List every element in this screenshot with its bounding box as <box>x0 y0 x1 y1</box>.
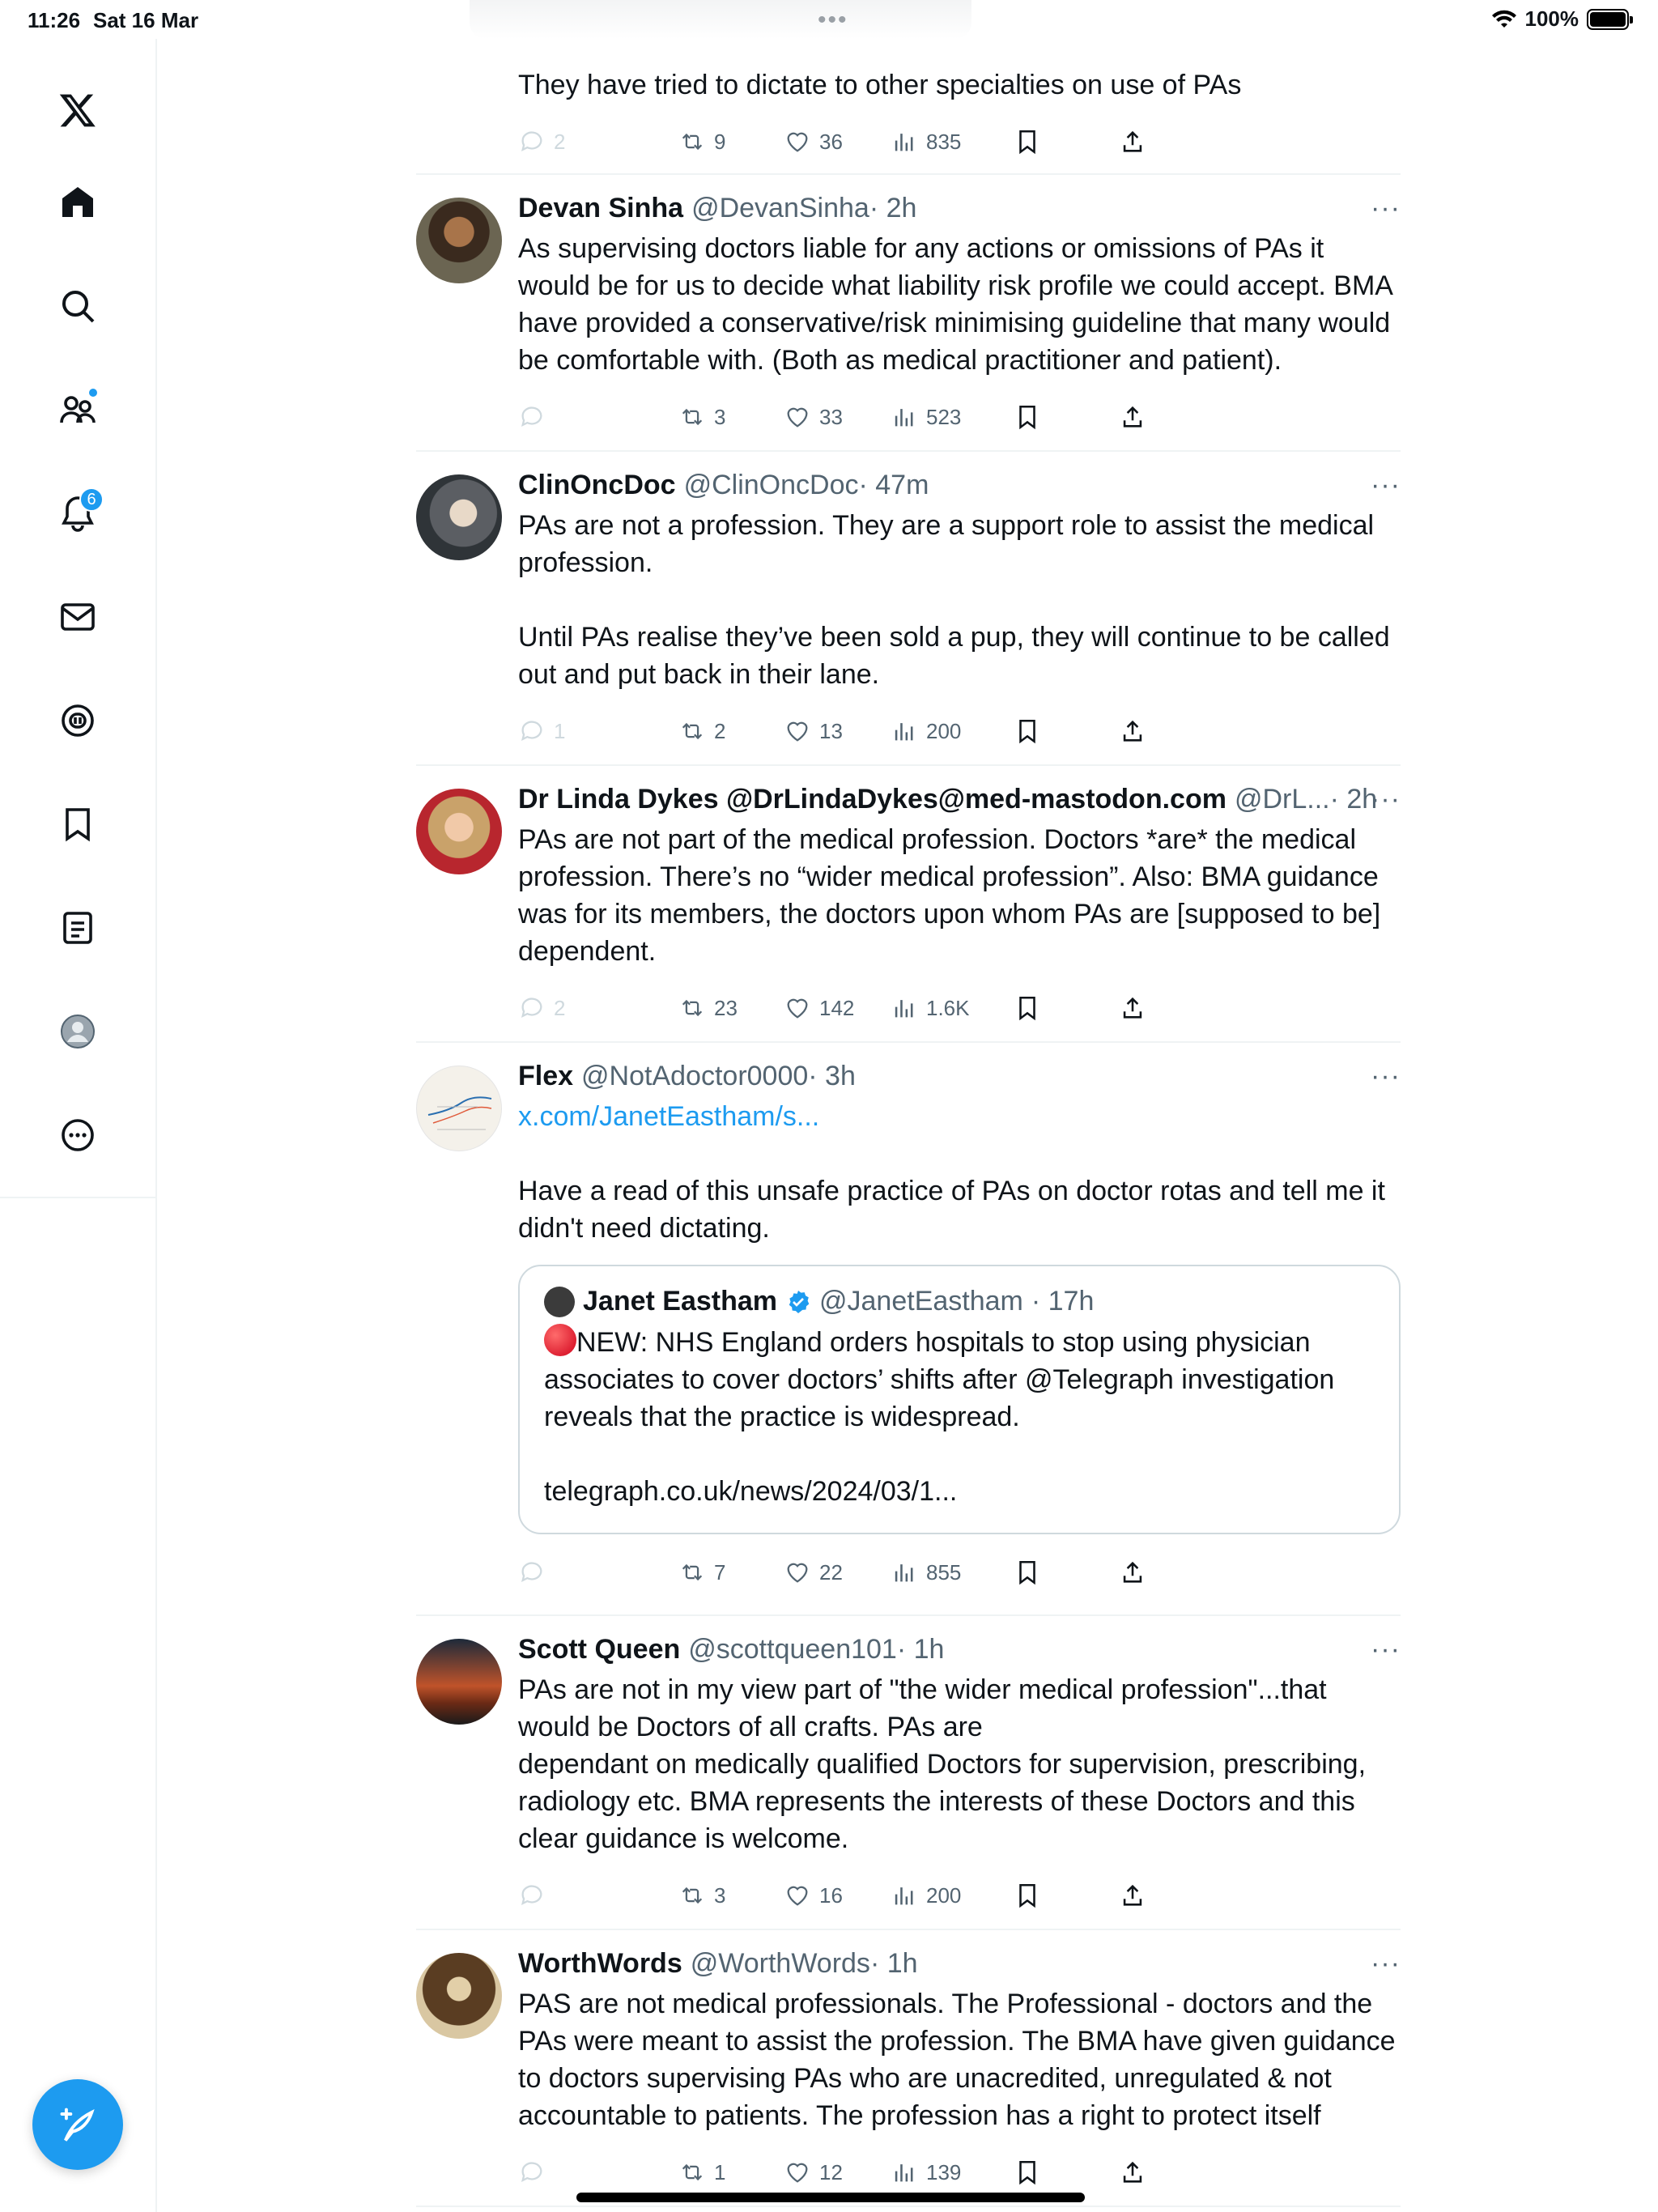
notifications-icon[interactable] <box>45 481 110 546</box>
tweet-actions <box>518 104 1401 185</box>
reply-icon <box>518 717 546 745</box>
messages-icon[interactable] <box>45 585 110 649</box>
bookmark-icon <box>1014 1559 1041 1586</box>
bookmark-button[interactable] <box>1014 128 1041 155</box>
bookmark-icon <box>1014 403 1041 431</box>
repost-button[interactable] <box>678 1559 725 1586</box>
heart-icon <box>784 1882 811 1909</box>
repost-count: 23 <box>714 995 738 1020</box>
bookmark-button[interactable] <box>1014 2159 1041 2186</box>
views-count: 139 <box>926 2159 962 2184</box>
share-button[interactable] <box>1119 994 1146 1022</box>
wifi-icon <box>1491 10 1517 29</box>
tweet[interactable] <box>416 1616 1401 1930</box>
tweet-link[interactable]: x.com/JanetEastham/s... <box>518 1101 820 1132</box>
tweet-text: PAs are not in my view part of "the wider medical profession"...that would be Doctors of all crafts. PAs are dependant on medically qualified Doctors for supervision, prescribing, radiology etc. BMA represents the interests of these Doctors and this clear guidance is welcome. <box>518 1674 1367 1854</box>
repost-icon <box>678 2159 706 2186</box>
more-options-icon[interactable]: ··· <box>1371 784 1401 815</box>
reply-count: 2 <box>554 129 566 154</box>
timestamp: · 1h <box>896 1634 945 1665</box>
views-button[interactable] <box>891 2159 961 2186</box>
avatar[interactable] <box>416 198 502 283</box>
views-icon <box>891 1882 918 1909</box>
battery-icon <box>1587 9 1629 30</box>
share-button[interactable] <box>1119 1559 1146 1586</box>
bookmark-button[interactable] <box>1014 994 1041 1022</box>
like-count: 22 <box>819 1559 843 1585</box>
repost-button[interactable] <box>678 2159 725 2186</box>
views-button[interactable] <box>891 403 961 431</box>
chart-thumbnail-icon <box>417 1066 502 1151</box>
heart-icon <box>784 1559 811 1586</box>
views-count: 1.6K <box>926 995 970 1020</box>
bookmark-icon <box>1014 994 1041 1022</box>
share-button[interactable] <box>1119 1882 1146 1909</box>
quote-header <box>544 1286 1375 1317</box>
tweet-text: They have tried to dictate to other specialties on use of PAs <box>518 70 1242 100</box>
tweet-header <box>518 470 1401 507</box>
like-count: 16 <box>819 1882 843 1908</box>
repost-button[interactable] <box>678 1882 725 1909</box>
heart-icon <box>784 2159 811 2186</box>
search-icon[interactable] <box>45 274 110 338</box>
reply-icon <box>518 1559 546 1586</box>
bookmark-button[interactable] <box>1014 403 1041 431</box>
reply-button[interactable] <box>518 128 565 155</box>
repost-icon <box>678 717 706 745</box>
reply-icon <box>518 1882 546 1909</box>
avatar[interactable] <box>416 1953 502 2039</box>
bookmark-icon <box>1014 717 1041 745</box>
reply-count: 2 <box>554 995 566 1020</box>
repost-button[interactable] <box>678 717 725 745</box>
reply-button[interactable] <box>518 994 565 1022</box>
repost-count: 3 <box>714 404 726 429</box>
tweet[interactable] <box>416 1930 1404 2207</box>
status-date: Sat 16 Mar <box>93 8 199 32</box>
reply-icon <box>518 128 546 155</box>
reply-icon <box>518 2159 546 2186</box>
timestamp: · 3h <box>808 1061 856 1091</box>
repost-count: 2 <box>714 718 726 743</box>
reply-button[interactable] <box>518 403 554 431</box>
share-icon <box>1119 994 1146 1022</box>
sidebar <box>0 39 157 2212</box>
repost-count: 7 <box>714 1559 726 1585</box>
communities-icon[interactable] <box>45 377 110 442</box>
handle[interactable]: @scottqueen101 <box>688 1634 897 1665</box>
more-options-icon[interactable]: ··· <box>1371 1948 1401 1979</box>
like-count: 33 <box>819 404 843 429</box>
repost-count: 9 <box>714 129 726 154</box>
views-icon <box>891 1559 918 1586</box>
repost-button[interactable] <box>678 128 725 155</box>
heart-icon <box>784 128 811 155</box>
tweet-header <box>518 1061 1401 1098</box>
avatar[interactable] <box>416 789 502 874</box>
share-icon <box>1119 717 1146 745</box>
views-count: 200 <box>926 718 962 743</box>
handle[interactable]: @DrL... <box>1234 784 1330 815</box>
reply-button[interactable] <box>518 1559 554 1586</box>
like-button[interactable] <box>784 717 843 745</box>
tweet-text: Have a read of this unsafe practice of PAs on doctor rotas and tell me it didn't need dictating. <box>518 1176 1393 1244</box>
like-button[interactable] <box>784 1882 843 1909</box>
tweet-actions <box>518 379 1401 460</box>
quote-display-name: Janet Eastham <box>583 1286 777 1317</box>
share-icon <box>1119 128 1146 155</box>
bookmark-icon <box>1014 2159 1041 2186</box>
handle[interactable]: @DevanSinha <box>691 193 869 223</box>
views-button[interactable] <box>891 994 970 1022</box>
compose-feather-icon <box>57 2104 99 2146</box>
bookmark-icon <box>1014 1882 1041 1909</box>
more-icon[interactable] <box>45 1103 110 1168</box>
like-button[interactable] <box>784 994 854 1022</box>
views-icon <box>891 128 918 155</box>
profile-icon[interactable] <box>45 999 110 1064</box>
tweet-text: As supervising doctors liable for any actions or omissions of PAs it would be for us to decide what liability risk profile we could accept. BMA have provided a conservative/risk minimising guideline that many would be comfortable with. (Both as medical practitioner and patient). <box>518 233 1400 376</box>
bookmark-button[interactable] <box>1014 1882 1041 1909</box>
timestamp: · 2h <box>1329 784 1378 815</box>
home-icon[interactable] <box>45 170 110 235</box>
views-icon <box>891 994 918 1022</box>
share-button[interactable] <box>1119 717 1146 745</box>
views-icon <box>891 717 918 745</box>
heart-icon <box>784 403 811 431</box>
multitask-dots-icon[interactable]: ••• <box>818 6 848 33</box>
share-button[interactable] <box>1119 128 1146 155</box>
share-icon <box>1119 1559 1146 1586</box>
tweet-actions <box>518 1857 1401 1938</box>
timestamp: · 1h <box>869 1948 918 1979</box>
views-count: 855 <box>926 1559 962 1585</box>
display-name[interactable]: Dr Linda Dykes @DrLindaDykes@med-mastodon.com <box>518 784 1226 815</box>
bookmark-button[interactable] <box>1014 717 1041 745</box>
grok-icon[interactable] <box>45 688 110 753</box>
communities-dot <box>87 387 99 398</box>
repost-button[interactable] <box>678 994 738 1022</box>
reply-count: 1 <box>554 718 566 743</box>
verified-badge-icon <box>785 1289 811 1315</box>
like-count: 36 <box>819 129 843 154</box>
timeline <box>416 39 1404 2207</box>
like-count: 142 <box>819 995 855 1020</box>
tweet-actions <box>518 970 1401 1051</box>
views-count: 523 <box>926 404 962 429</box>
timestamp: · 47m <box>858 470 929 500</box>
notifications-badge: 6 <box>79 487 104 512</box>
tweet[interactable] <box>416 175 1401 452</box>
tweet-text: PAS are not medical professionals. The Professional - doctors and the PAs were meant to assist the profession. The BMA have given guidance to doctors supervising PAs who are unacredited, unregulated & not accountable to patients. The profession has a right to protect itself <box>518 1989 1404 2131</box>
timestamp: · 2h <box>869 193 917 223</box>
share-icon <box>1119 403 1146 431</box>
like-button[interactable] <box>784 1559 843 1586</box>
repost-count: 1 <box>714 2159 726 2184</box>
tweet-text: PAs are not part of the medical profession. Doctors *are* the medical profession. There’s no “wider medical profession”. Also: BMA guidance was for its members, the doctors upon whom PAs are [supposed to be] dependent. <box>518 824 1388 967</box>
like-button[interactable] <box>784 2159 843 2186</box>
tweet-actions <box>518 1534 1401 1615</box>
handle[interactable]: @NotAdoctor0000 <box>581 1061 809 1091</box>
tweet-header <box>518 193 1401 230</box>
compose-button[interactable] <box>32 2079 123 2170</box>
tweet-partial[interactable] <box>416 39 1401 175</box>
tweet-text: PAs are not a profession. They are a support role to assist the medical profession. Until PAs realise they’ve been sold a pup, they will continue to be called out and put back in their lane. <box>518 510 1390 690</box>
like-count: 13 <box>819 718 843 743</box>
handle[interactable]: @WorthWords <box>690 1948 870 1979</box>
heart-icon <box>784 994 811 1022</box>
home-indicator[interactable] <box>576 2193 1085 2202</box>
views-icon <box>891 403 918 431</box>
quote-handle: @JanetEastham <box>819 1286 1023 1317</box>
repost-icon <box>678 403 706 431</box>
red-circle-emoji-icon <box>544 1324 576 1356</box>
tweet-header <box>518 1634 1401 1671</box>
bookmark-icon <box>1014 128 1041 155</box>
repost-icon <box>678 128 706 155</box>
reply-button[interactable] <box>518 2159 554 2186</box>
quote-avatar <box>544 1287 575 1317</box>
quote-text: NEW: NHS England orders hospitals to stop using physician associates to cover doctors’ shifts after @Telegraph investigation reveals that the practice is widespread. <box>544 1327 1342 1432</box>
quote-link[interactable]: telegraph.co.uk/news/2024/03/1... <box>544 1476 958 1507</box>
bookmarks-icon[interactable] <box>45 792 110 857</box>
display-name[interactable]: Flex <box>518 1061 574 1091</box>
tweet-actions <box>518 693 1401 774</box>
status-right <box>1491 6 1630 32</box>
quote-timestamp: · 17h <box>1031 1286 1095 1317</box>
reply-icon <box>518 403 546 431</box>
repost-icon <box>678 1559 706 1586</box>
like-button[interactable] <box>784 403 843 431</box>
views-button[interactable] <box>891 128 961 155</box>
x-logo-icon[interactable] <box>45 78 110 143</box>
reply-icon <box>518 994 546 1022</box>
views-icon <box>891 2159 918 2186</box>
bookmark-button[interactable] <box>1014 1559 1041 1586</box>
repost-icon <box>678 994 706 1022</box>
display-name[interactable]: WorthWords <box>518 1948 682 1979</box>
more-options-icon[interactable]: ··· <box>1371 1061 1401 1091</box>
avatar[interactable] <box>416 1639 502 1725</box>
reply-button[interactable] <box>518 717 565 745</box>
more-options-icon[interactable]: ··· <box>1371 1634 1401 1665</box>
battery-percent: 100% <box>1524 6 1579 31</box>
repost-icon <box>678 1882 706 1909</box>
share-icon <box>1119 2159 1146 2186</box>
avatar[interactable] <box>416 474 502 560</box>
avatar[interactable] <box>416 1066 502 1151</box>
sidebar-divider <box>0 1197 157 1198</box>
lists-icon[interactable] <box>45 895 110 960</box>
more-options-icon[interactable]: ··· <box>1371 470 1401 500</box>
display-name[interactable]: Devan Sinha <box>518 193 684 223</box>
handle[interactable]: @ClinOncDoc <box>683 470 859 500</box>
views-count: 835 <box>926 129 962 154</box>
views-button[interactable] <box>891 1559 961 1586</box>
share-button[interactable] <box>1119 2159 1146 2186</box>
like-button[interactable] <box>784 128 843 155</box>
tweet-header <box>518 784 1401 821</box>
like-count: 12 <box>819 2159 843 2184</box>
quote-body <box>544 1324 1375 1436</box>
tweet[interactable] <box>416 452 1401 766</box>
tweet-header <box>518 1948 1401 1985</box>
views-button[interactable] <box>891 717 961 745</box>
views-count: 200 <box>926 1882 962 1908</box>
views-button[interactable] <box>891 1882 961 1909</box>
share-icon <box>1119 1882 1146 1909</box>
repost-count: 3 <box>714 1882 726 1908</box>
display-name[interactable]: ClinOncDoc <box>518 470 676 500</box>
quote-tweet[interactable] <box>518 1265 1401 1534</box>
more-options-icon[interactable]: ··· <box>1371 193 1401 223</box>
share-button[interactable] <box>1119 403 1146 431</box>
tweet[interactable] <box>416 766 1401 1043</box>
tweet[interactable] <box>416 1043 1401 1616</box>
status-bar <box>0 0 1658 39</box>
reply-button[interactable] <box>518 1882 554 1909</box>
display-name[interactable]: Scott Queen <box>518 1634 681 1665</box>
status-time: 11:26 <box>28 8 81 32</box>
heart-icon <box>784 717 811 745</box>
repost-button[interactable] <box>678 403 725 431</box>
